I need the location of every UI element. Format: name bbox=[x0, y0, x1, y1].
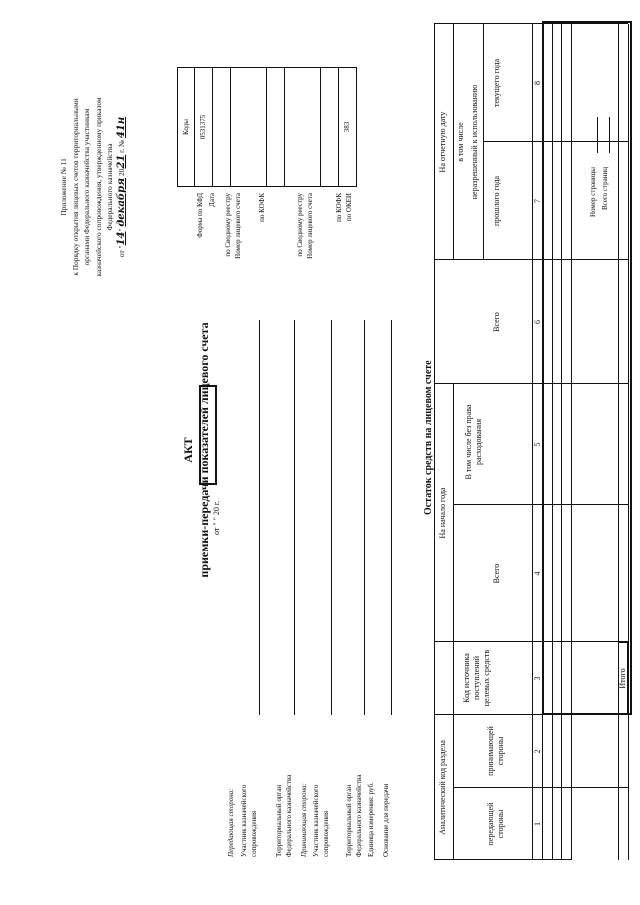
receiving-side-header: принимающей стороны bbox=[486, 726, 505, 776]
date-box bbox=[199, 385, 217, 485]
date-code-cell bbox=[213, 68, 231, 186]
field-line bbox=[259, 320, 260, 715]
start-year-header: На начало года bbox=[438, 487, 447, 539]
okud-code: 0531375 bbox=[195, 68, 213, 186]
field-line bbox=[609, 117, 610, 153]
appendix-line: казначейского сопровождения, утвержденному приказом bbox=[93, 97, 103, 277]
unit-label: Единица измерения: руб. bbox=[367, 782, 375, 857]
transferring-side-label: Передающая сторона: bbox=[227, 788, 235, 857]
act-date: от " " 20 г. bbox=[212, 500, 221, 535]
appendix-line: Приложение № 11 bbox=[59, 158, 68, 216]
row-divider bbox=[453, 24, 454, 260]
total-pages-label: Всего страниц bbox=[601, 166, 609, 210]
code-labels bbox=[196, 193, 396, 323]
table-border bbox=[434, 24, 435, 860]
column-number: 5 bbox=[533, 442, 542, 447]
table-border bbox=[434, 859, 571, 860]
territorial-organ-label: Федерального казначейства bbox=[285, 774, 293, 857]
codes-header: Коды bbox=[178, 68, 195, 186]
svod-code-cell bbox=[285, 68, 321, 186]
participant-label: Участник казначейского bbox=[240, 784, 248, 857]
participant-label: сопровождения bbox=[250, 810, 258, 857]
incl-header: в том числе bbox=[456, 122, 465, 162]
svod-code-cell bbox=[231, 68, 267, 186]
territorial-organ-label: Федерального казначейства bbox=[355, 774, 363, 857]
appendix-line: к Порядку открытия лицевых счетов территориальными bbox=[70, 98, 80, 276]
territorial-organ-label: Территориальный орган bbox=[345, 784, 353, 857]
participant-label: сопровождения bbox=[322, 810, 330, 857]
act-subtitle: приемки-передачи показателей лицевого счета bbox=[197, 322, 211, 578]
column-number: 4 bbox=[533, 571, 542, 576]
data-box bbox=[542, 21, 632, 715]
report-date-header: На отчетную дату bbox=[438, 111, 447, 173]
codes-box bbox=[177, 67, 357, 187]
field-line bbox=[391, 320, 392, 715]
svod-label: по Сводному реестру bbox=[296, 193, 304, 257]
column-number: 6 bbox=[533, 320, 542, 324]
field-line bbox=[294, 320, 295, 715]
appendix-block bbox=[58, 22, 127, 352]
approval-month: декабря bbox=[115, 177, 127, 227]
svod-label: по Сводному реестру bbox=[224, 193, 232, 257]
column-number: 7 bbox=[533, 199, 542, 203]
page-number-label: Номер страницы bbox=[589, 166, 597, 217]
itogo-label: Итого bbox=[618, 668, 627, 689]
territorial-organ-label: Территориальный орган bbox=[275, 784, 283, 857]
participant-label: Участник казначейского bbox=[312, 784, 320, 857]
table-title: Остаток средств на лицевом счете bbox=[423, 360, 434, 515]
kofk-label: по КОФК bbox=[258, 193, 266, 222]
row-divider bbox=[483, 24, 484, 260]
approval-day: 14 bbox=[115, 231, 127, 246]
account-label: Номер лицевого счета bbox=[234, 193, 242, 259]
act-label: АКТ bbox=[181, 437, 195, 463]
kofk-code-cell bbox=[267, 68, 285, 186]
column-number: 1 bbox=[533, 822, 542, 826]
field-line bbox=[597, 117, 598, 153]
field-line bbox=[331, 320, 332, 715]
total-header: Всего bbox=[492, 563, 501, 584]
account-label: Номер лицевого счета bbox=[306, 193, 314, 259]
column-number: 2 bbox=[533, 749, 542, 754]
kofk-label: по КОФК bbox=[335, 193, 343, 222]
column-number: 8 bbox=[533, 81, 542, 85]
incl-no-right-header: В том числе без права расходования bbox=[464, 404, 483, 480]
total-header: Всего bbox=[492, 312, 501, 332]
unused-header: неразрешенный к использованию bbox=[470, 84, 479, 200]
transferring-side-header: передающей стороны bbox=[486, 802, 505, 846]
approval-year: 21 bbox=[115, 154, 127, 169]
balance-table bbox=[434, 24, 628, 860]
basis-label: Основание для передачи bbox=[382, 783, 390, 857]
kofk-code-cell bbox=[321, 68, 339, 186]
okei-label: по ОКЕИ bbox=[345, 193, 353, 222]
date-label: Дата bbox=[208, 193, 216, 207]
receiving-side-label: Принимающая сторона: bbox=[300, 783, 308, 857]
appendix-line: Федерального казначейства bbox=[105, 143, 114, 231]
appendix-line: органами Федерального казначейства участникам bbox=[82, 108, 91, 266]
cur-year-header: текущего года bbox=[492, 58, 501, 108]
okud-label: Форма по КФД bbox=[196, 193, 204, 238]
row-divider bbox=[453, 384, 454, 860]
approval-number: 41н bbox=[115, 116, 127, 139]
analytic-code-header: Аналитический код раздела bbox=[438, 740, 447, 835]
source-code-header: Код источника поступлений целевых средств bbox=[462, 649, 491, 707]
okei-code: 383 bbox=[343, 121, 351, 133]
column-number: 3 bbox=[533, 676, 542, 681]
prev-year-header: прошлого года bbox=[492, 176, 501, 226]
field-line bbox=[364, 320, 365, 715]
approval-line: от "14" декабря 2021 г. № 41н bbox=[115, 116, 127, 258]
